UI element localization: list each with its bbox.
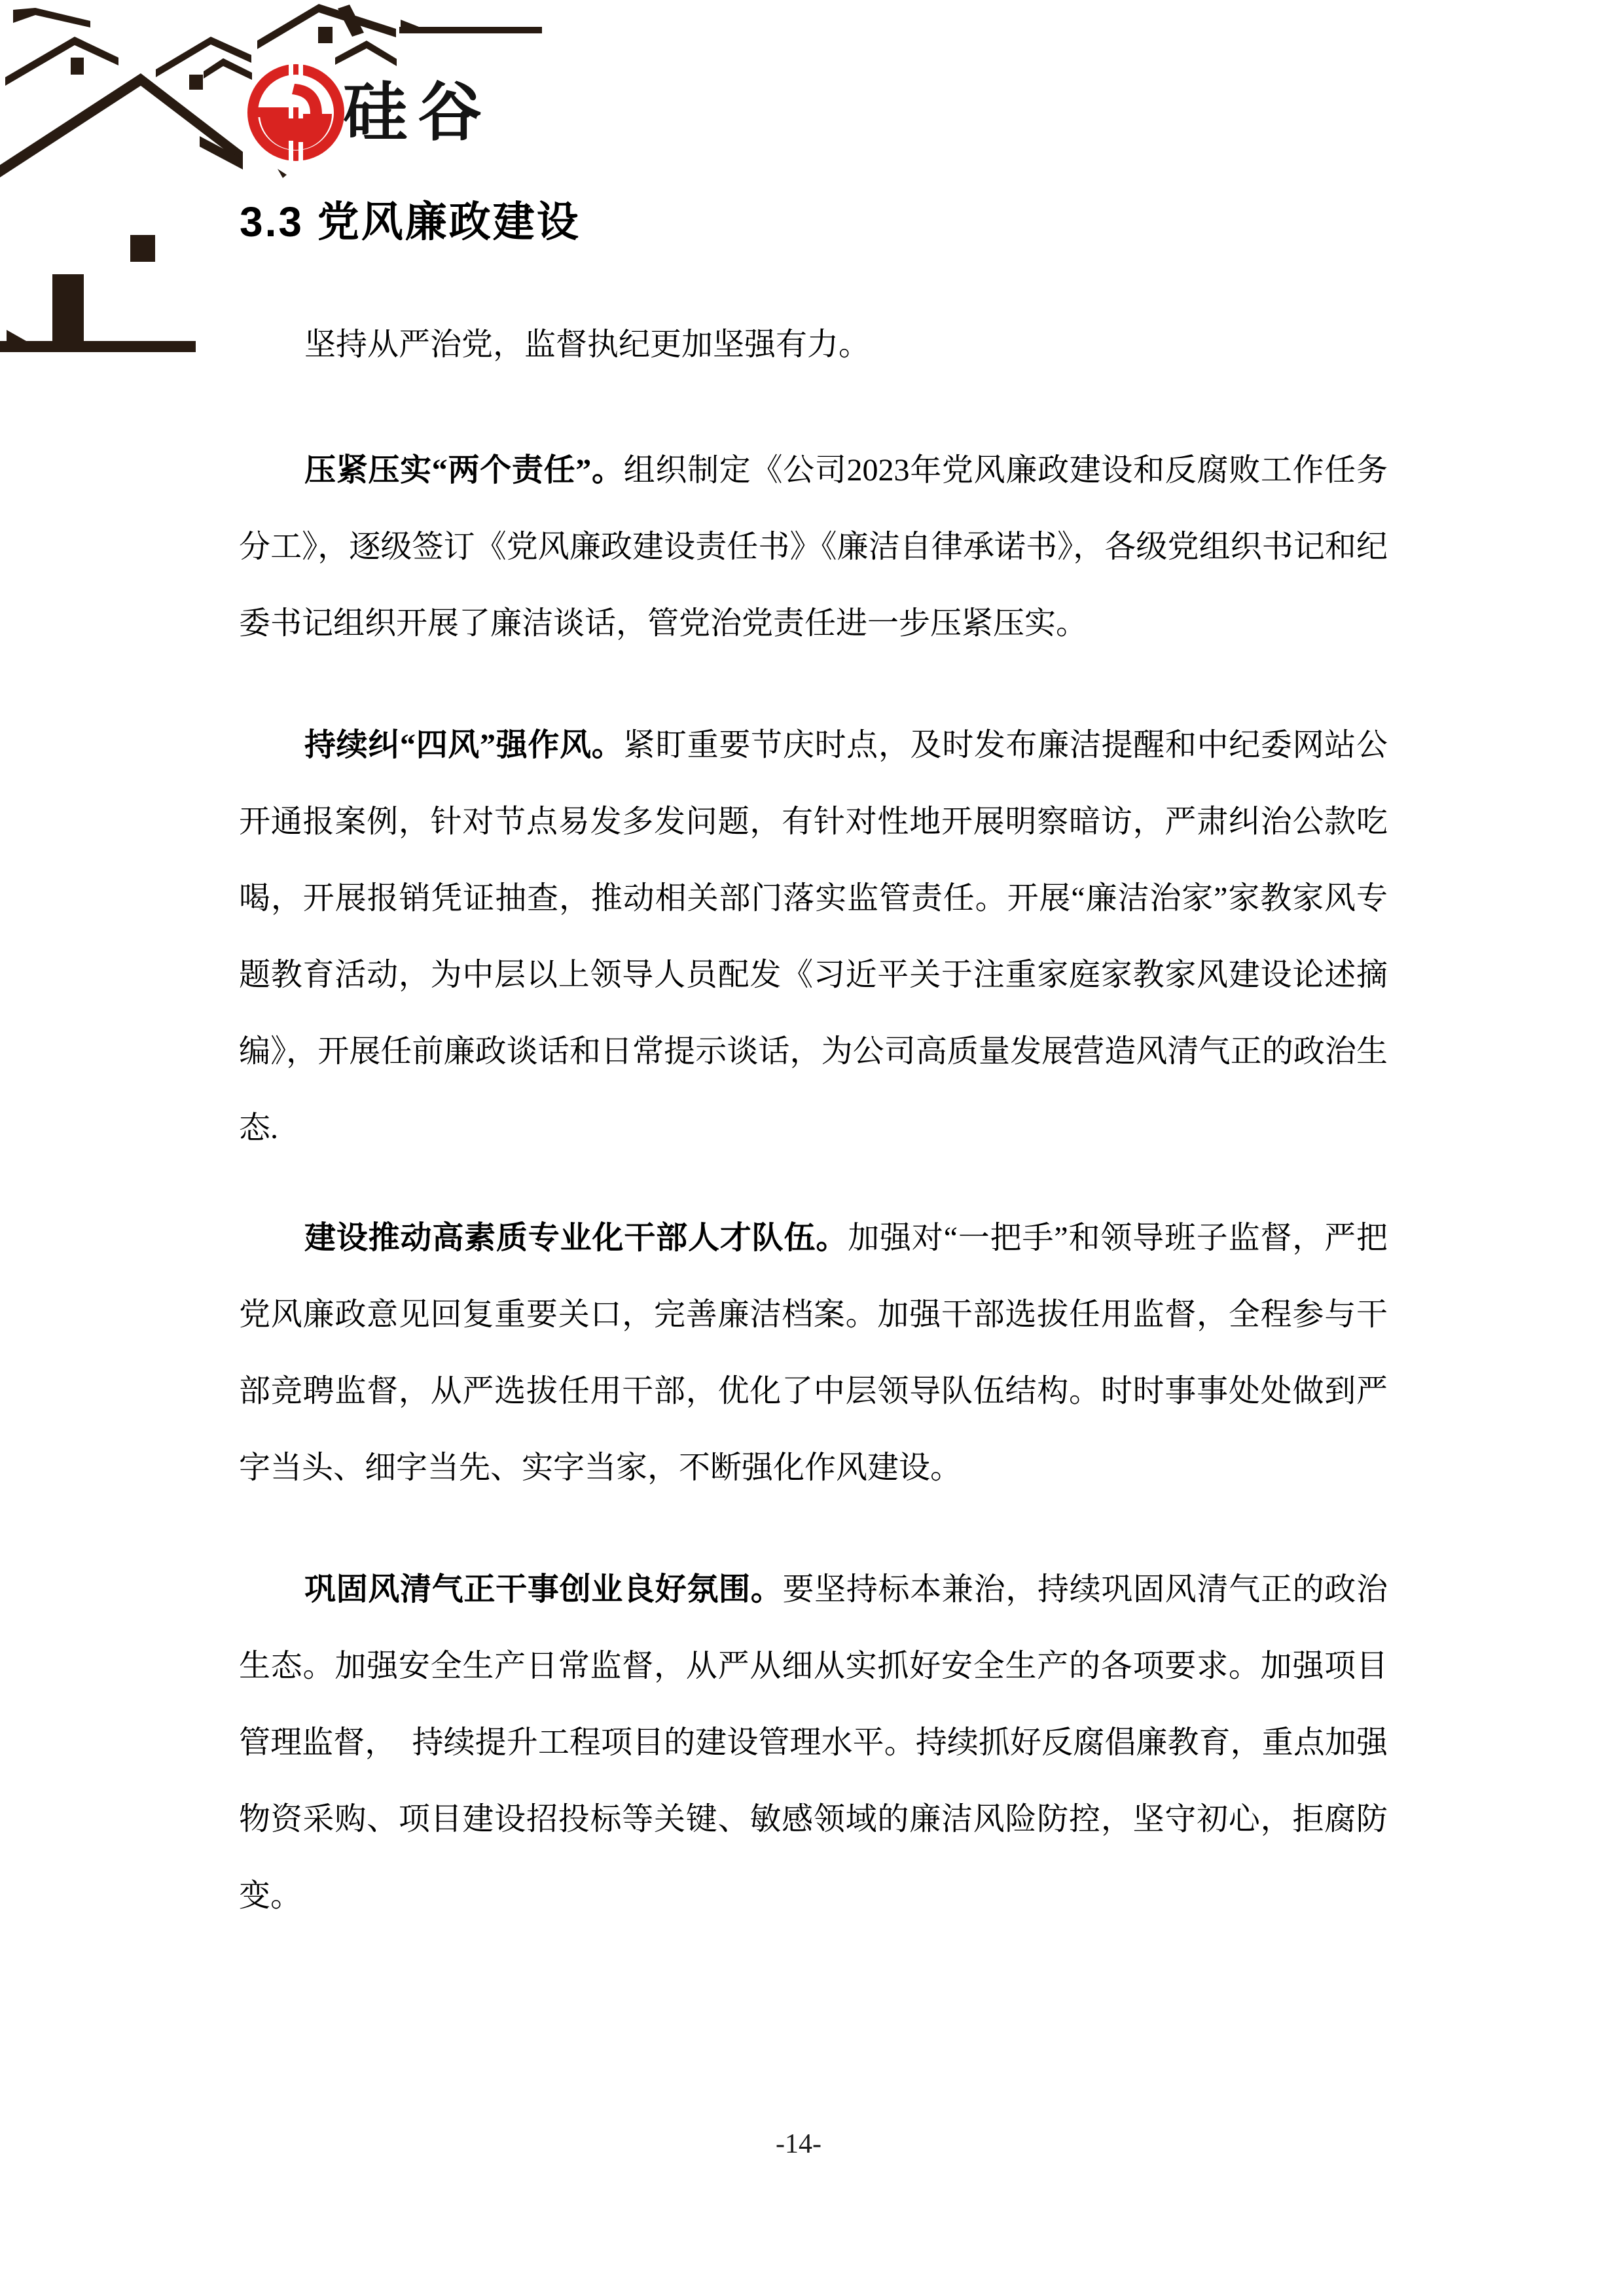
paragraph-lead-in: 建设推动高素质专业化干部人才队伍。 (304, 1221, 848, 1255)
brand-name: 硅谷 (343, 76, 493, 148)
paragraph-text: 加强对“一把手”和领导班子监督，严把党风廉政意见回复重要关口，完善廉洁档案。加强干部选拔任用监督，全程参与干部竞聘监督，从严选拔任用干部，优化了中层领导队伍结构。时时事事处处做到严字当头、细字当先、实字当家，不断强化作风建设。 (239, 1221, 1388, 1485)
paragraph-text: 组织制定《公司2023年党风廉政建设和反腐败工作任务分工》，逐级签订《党风廉政建设责任书》《廉洁自律承诺书》，各级党组织书记和纪委书记组织开展了廉洁谈话，管党治党责任进一步压紧压实。 (239, 453, 1388, 641)
paragraph-lead-in: 压紧压实“两个责任”。 (304, 453, 624, 488)
paragraph-text: 紧盯重要节庆时点，及时发布廉洁提醒和中纪委网站公开通报案例，针对节点易发多发问题，有针对性地开展明察暗访，严肃纠治公款吃喝，开展报销凭证抽查，推动相关部门落实监管责任。开展“廉洁治家”家教家风专题教育活动，为中层以上领导人员配发《习近平关于注重家庭家教家风建设论述摘编》，开展任前廉政谈话和日常提示谈话，为公司高质量发展营造风清气正的政治生态. (239, 728, 1388, 1145)
page-number: -14- (776, 2129, 821, 2159)
paragraph-lead-in: 持续纠“四风”强作风。 (304, 728, 624, 762)
chimney-icon (189, 75, 203, 90)
body-paragraph (239, 306, 1388, 383)
chimney-icon (318, 27, 333, 43)
body-paragraph (239, 1200, 1388, 1506)
body-paragraph (239, 432, 1388, 662)
rooftops-graphic (0, 4, 542, 352)
paragraph-lead-in: 巩固风清气正干事创业良好氛围。 (304, 1572, 783, 1607)
body-paragraph (239, 707, 1388, 1166)
paragraph-text: 坚持从严治党，监督执纪更加坚强有力。 (304, 327, 871, 362)
paragraph-text: 要坚持标本兼治，持续巩固风清气正的政治生态。加强安全生产日常监督，从严从细从实抓好安全生产的各项要求。加强项目管理监督， 持续提升工程项目的建设管理水平。持续抓好反腐倡廉教育，重点加强物资采购、项目建设招投标等关键、敏感领域的廉洁风险防控，坚守初心，拒腐防变。 (239, 1572, 1388, 1913)
body-paragraph (239, 1551, 1388, 1934)
section-heading: 3.3 党风廉政建设 (240, 198, 581, 245)
red-s-emblem (249, 60, 339, 166)
chimney-icon (71, 58, 84, 75)
